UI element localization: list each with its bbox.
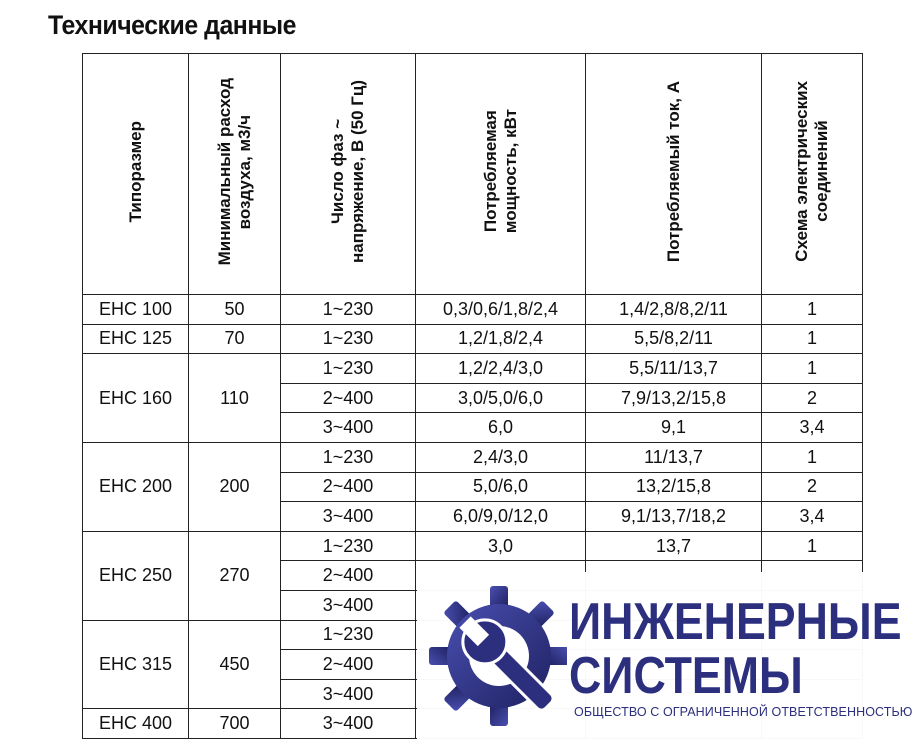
header-text-line: соединений: [812, 120, 831, 223]
header-power: [416, 54, 586, 295]
header-text-line: мощность, кВт: [500, 109, 520, 234]
cell-phase: 1~230: [281, 442, 416, 472]
cell-current: 13,7: [586, 531, 762, 561]
cell-current: 1,4/2,8/8,2/11: [586, 295, 762, 325]
header-airflow: [189, 54, 281, 295]
header-text-line: воздуха, м3/ч: [234, 114, 254, 229]
cell-scheme: 3,4: [762, 502, 863, 532]
cell-airflow: 700: [189, 709, 281, 739]
cell-power: 1,2/2,4/3,0: [416, 354, 586, 384]
cell-scheme: 1: [762, 324, 863, 354]
cell-scheme: 1: [762, 354, 863, 384]
gear-wrench-icon: [427, 584, 567, 734]
cell-airflow: 200: [189, 442, 281, 531]
cell-model: EHC 250: [83, 531, 189, 620]
cell-scheme: 1: [762, 295, 863, 325]
cell-power: 1,2/1,8/2,4: [416, 324, 586, 354]
cell-current: 5,5/8,2/11: [586, 324, 762, 354]
header-row: [83, 54, 863, 295]
cell-phase: 3~400: [281, 413, 416, 443]
cell-model: EHC 315: [83, 620, 189, 709]
header-current: [586, 54, 762, 295]
cell-model: EHC 400: [83, 709, 189, 739]
cell-model: EHC 200: [83, 442, 189, 531]
cell-phase: 2~400: [281, 472, 416, 502]
cell-phase: 1~230: [281, 324, 416, 354]
logo-title-line1: ИНЖЕНЕРНЫЕ: [569, 593, 902, 651]
header-text-line: Потребляемый ток, А: [663, 80, 683, 263]
header-text-line: Минимальный расход: [214, 77, 234, 266]
cell-current: 9,1/13,7/18,2: [586, 502, 762, 532]
logo-title-line2: СИСТЕМЫ: [569, 647, 803, 705]
cell-current: 7,9/13,2/15,8: [586, 383, 762, 413]
cell-phase: 1~230: [281, 531, 416, 561]
cell-power: 6,0/9,0/12,0: [416, 502, 586, 532]
table-row: [83, 442, 863, 472]
cell-power: 5,0/6,0: [416, 472, 586, 502]
cell-phase: 3~400: [281, 709, 416, 739]
cell-power: 0,3/0,6/1,8/2,4: [416, 295, 586, 325]
header-text-line: Типоразмер: [125, 120, 145, 223]
cell-phase: 1~230: [281, 354, 416, 384]
cell-model: EHC 125: [83, 324, 189, 354]
cell-scheme: 2: [762, 472, 863, 502]
cell-airflow: 70: [189, 324, 281, 354]
table-row: [83, 324, 863, 354]
header-text-line: Число фаз ~: [328, 118, 347, 225]
cell-scheme: 2: [762, 383, 863, 413]
header-phase: [281, 54, 416, 295]
cell-current: 11/13,7: [586, 442, 762, 472]
cell-scheme: 1: [762, 531, 863, 561]
logo-subtitle: ОБЩЕСТВО С ОГРАНИЧЕННОЙ ОТВЕТСТВЕННОСТЬЮ: [574, 705, 913, 719]
header-scheme: [762, 54, 863, 295]
cell-phase: 3~400: [281, 679, 416, 709]
cell-airflow: 450: [189, 620, 281, 709]
header-text-line: Потребляемая: [480, 110, 500, 233]
cell-power: 2,4/3,0: [416, 442, 586, 472]
cell-phase: 2~400: [281, 650, 416, 680]
cell-scheme: 3,4: [762, 413, 863, 443]
cell-power: 3,0: [416, 531, 586, 561]
cell-power: 3,0/5,0/6,0: [416, 383, 586, 413]
cell-phase: 3~400: [281, 590, 416, 620]
cell-scheme: 1: [762, 442, 863, 472]
header-text-line: Схема электрических: [792, 81, 811, 262]
cell-phase: 1~230: [281, 620, 416, 650]
cell-phase: 3~400: [281, 502, 416, 532]
cell-phase: 1~230: [281, 295, 416, 325]
cell-current: 13,2/15,8: [586, 472, 762, 502]
cell-phase: 2~400: [281, 383, 416, 413]
cell-power: 6,0: [416, 413, 586, 443]
header-text-line: напряжение, В (50 Гц): [348, 79, 367, 263]
header-model: [83, 54, 189, 295]
cell-current: 9,1: [586, 413, 762, 443]
company-logo: [417, 572, 922, 754]
cell-phase: 2~400: [281, 561, 416, 591]
cell-model: EHC 100: [83, 295, 189, 325]
page-title: Технические данные: [48, 10, 296, 40]
cell-model: EHC 160: [83, 354, 189, 443]
table-row: [83, 354, 863, 384]
table-row: [83, 531, 863, 561]
table-row: [83, 295, 863, 325]
cell-airflow: 50: [189, 295, 281, 325]
cell-airflow: 110: [189, 354, 281, 443]
cell-current: 5,5/11/13,7: [586, 354, 762, 384]
cell-airflow: 270: [189, 531, 281, 620]
